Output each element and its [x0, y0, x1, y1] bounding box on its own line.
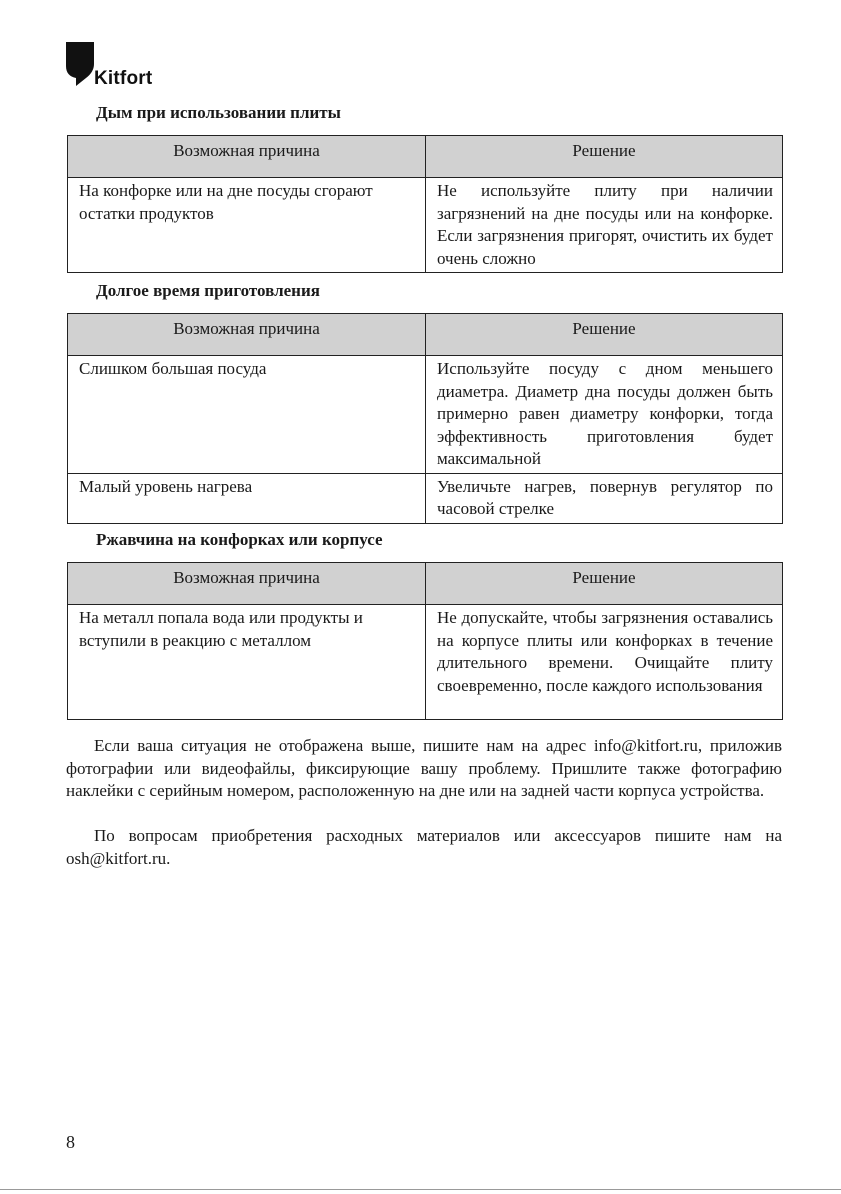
page-number: 8	[66, 1132, 75, 1152]
table-row	[68, 356, 783, 474]
page-bottom-divider	[0, 1189, 841, 1190]
table-row	[68, 473, 783, 523]
section-title-long-cooking: Долгое время приготовления	[96, 281, 320, 300]
cause-cell: На конфорке или на дне посуды сгорают остатки продуктов	[68, 178, 426, 273]
solution-cell: Используйте посуду с дном меньшего диаметра. Диаметр дна посуды должен быть примерно равен диаметру конфорки, тогда эффективность приготовления будет максимальной	[426, 356, 783, 474]
troubleshoot-table-long-cooking	[67, 313, 783, 524]
cause-cell: Малый уровень нагрева	[68, 473, 426, 523]
solution-cell: Не допускайте, чтобы загрязнения оставались на корпусе плиты или конфорках в течение длительного времени. Очищайте плиту своевременно, после каждого использования	[426, 605, 783, 720]
section-title-smoke: Дым при использовании плиты	[96, 103, 341, 122]
column-header-cause: Возможная причина	[68, 563, 426, 605]
contact-text: Если ваша ситуация не отображена выше, пишите нам на адрес info@kitfort.ru, приложив фотографии или видеофайлы, фиксирующие вашу проблему. Пришлите также фотографию наклейки с серийным номером, расположенную на дне или на задней части корпуса устройства.	[66, 736, 782, 800]
table-row	[68, 178, 783, 273]
troubleshoot-table-rust	[67, 562, 783, 720]
troubleshoot-table-smoke	[67, 135, 783, 273]
contact-paragraph	[66, 735, 782, 803]
kitfort-logo	[66, 42, 176, 92]
section-title-rust: Ржавчина на конфорках или корпусе	[96, 530, 383, 549]
accessories-text: По вопросам приобретения расходных материалов или аксессуаров пишите нам на osh@kitfort.ru.	[66, 826, 782, 868]
brand-name: Kitfort	[94, 68, 153, 89]
column-header-solution: Решение	[426, 136, 783, 178]
column-header-solution: Решение	[426, 314, 783, 356]
column-header-solution: Решение	[426, 563, 783, 605]
table-row	[68, 605, 783, 720]
column-header-cause: Возможная причина	[68, 314, 426, 356]
cause-cell: Слишком большая посуда	[68, 356, 426, 474]
solution-cell: Не используйте плиту при наличии загрязнений на дне посуды или на конфорке. Если загрязнения пригорят, очистить их будет очень сложно	[426, 178, 783, 273]
column-header-cause: Возможная причина	[68, 136, 426, 178]
solution-cell: Увеличьте нагрев, повернув регулятор по часовой стрелке	[426, 473, 783, 523]
accessories-paragraph	[66, 825, 782, 870]
kitfort-logo-icon	[66, 42, 96, 86]
cause-cell: На металл попала вода или продукты и вступили в реакцию с металлом	[68, 605, 426, 720]
